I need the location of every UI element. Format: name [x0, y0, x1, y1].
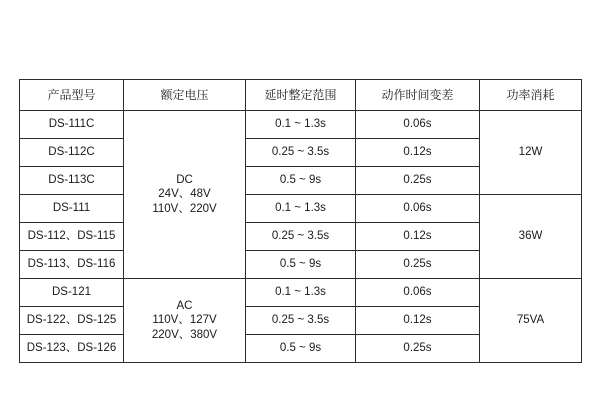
table-header-row	[20, 80, 582, 111]
table-header	[20, 80, 582, 111]
cell-product-model: DS-123、DS-126	[20, 335, 124, 363]
cell-time-deviation: 0.25s	[356, 251, 480, 279]
cell-time-deviation: 0.12s	[356, 139, 480, 167]
cell-delay-range: 0.1 ~ 1.3s	[246, 111, 356, 139]
cell-product-model: DS-111C	[20, 111, 124, 139]
cell-delay-range: 0.1 ~ 1.3s	[246, 195, 356, 223]
header-power-consumption: 功率消耗	[480, 80, 582, 111]
header-operate-time-deviation: 动作时间变差	[356, 80, 480, 111]
voltage-line-1: AC	[176, 299, 193, 312]
cell-product-model: DS-111	[20, 195, 124, 223]
cell-time-deviation: 0.25s	[356, 335, 480, 363]
table-row	[20, 111, 582, 139]
cell-delay-range: 0.5 ~ 9s	[246, 167, 356, 195]
voltage-line-1: DC	[176, 173, 193, 186]
table-row	[20, 195, 582, 223]
voltage-line-3: 110V、220V	[152, 202, 217, 215]
cell-product-model: DS-121	[20, 279, 124, 307]
cell-power-consumption: 12W	[480, 111, 582, 195]
cell-delay-range: 0.25 ~ 3.5s	[246, 223, 356, 251]
cell-product-model: DS-113C	[20, 167, 124, 195]
cell-rated-voltage-dc	[124, 111, 246, 279]
cell-product-model: DS-113、DS-116	[20, 251, 124, 279]
cell-product-model: DS-112、DS-115	[20, 223, 124, 251]
cell-time-deviation: 0.12s	[356, 223, 480, 251]
voltage-line-3: 220V、380V	[151, 328, 218, 341]
cell-time-deviation: 0.25s	[356, 167, 480, 195]
header-rated-voltage: 额定电压	[124, 80, 246, 111]
cell-product-model: DS-112C	[20, 139, 124, 167]
cell-delay-range: 0.5 ~ 9s	[246, 335, 356, 363]
table-body	[20, 111, 582, 363]
cell-product-model: DS-122、DS-125	[20, 307, 124, 335]
cell-power-consumption: 36W	[480, 195, 582, 279]
header-product-model: 产品型号	[20, 80, 124, 111]
cell-power-consumption: 75VA	[480, 279, 582, 363]
cell-time-deviation: 0.06s	[356, 279, 480, 307]
voltage-line-2: 24V、48V	[158, 188, 211, 201]
cell-rated-voltage-ac	[124, 279, 246, 363]
header-delay-setting-range: 延时整定范围	[246, 80, 356, 111]
cell-time-deviation: 0.06s	[356, 111, 480, 139]
cell-time-deviation: 0.12s	[356, 307, 480, 335]
cell-delay-range: 0.25 ~ 3.5s	[246, 139, 356, 167]
cell-time-deviation: 0.06s	[356, 195, 480, 223]
product-specification-table	[19, 79, 582, 363]
voltage-line-2: 110V、127V	[152, 314, 217, 327]
table-row	[20, 279, 582, 307]
cell-delay-range: 0.25 ~ 3.5s	[246, 307, 356, 335]
cell-delay-range: 0.5 ~ 9s	[246, 251, 356, 279]
cell-delay-range: 0.1 ~ 1.3s	[246, 279, 356, 307]
